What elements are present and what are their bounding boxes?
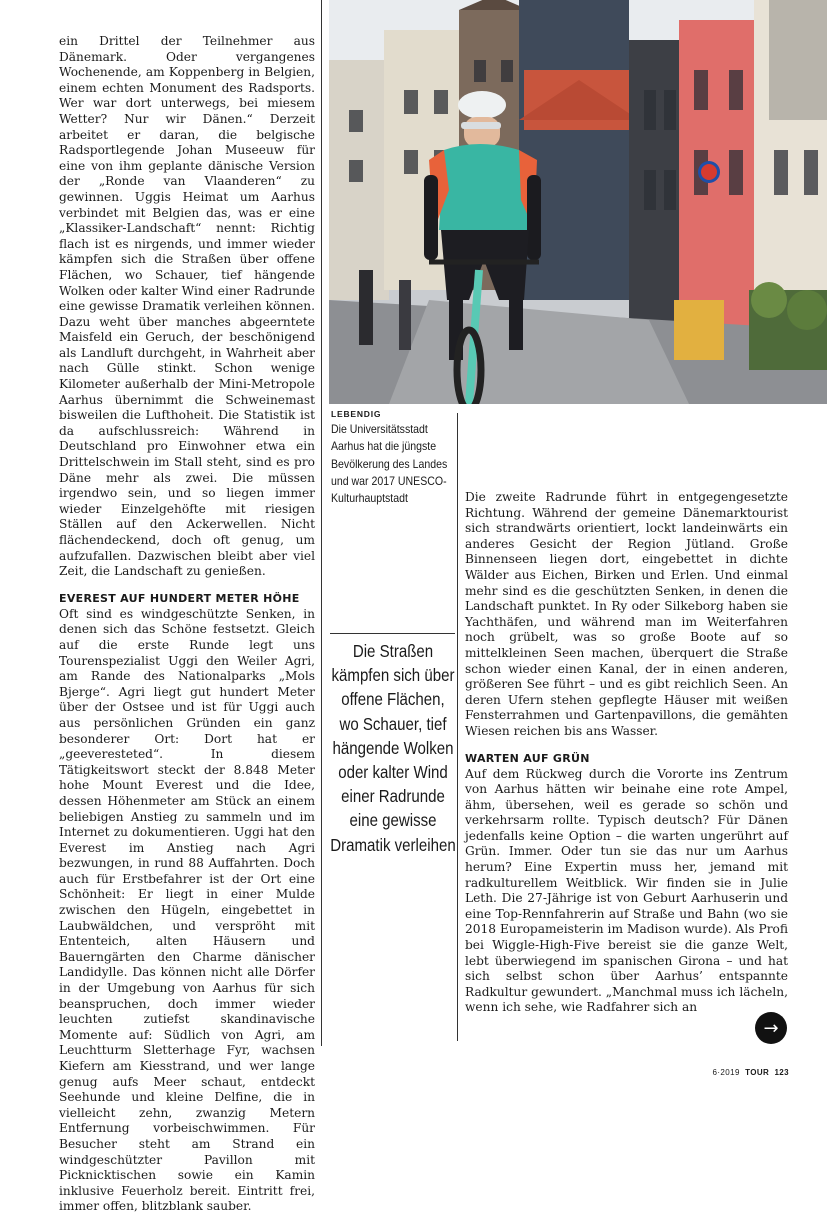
caption-text: Die Universitätsstadt Aarhus hat die jüngste Bevölkerung des Landes und war 2017 UNESCO-Kulturhauptstadt bbox=[331, 422, 448, 506]
issue-number: 6·2019 bbox=[712, 1068, 740, 1077]
page-number: 123 bbox=[774, 1068, 789, 1077]
arrow-right-icon[interactable]: → bbox=[755, 1012, 787, 1044]
pull-quote-text: Die Straßen kämpfen sich über offene Flächen, wo Schauer, tief hängende Wolken oder kalter Wind einer Radrunde eine gewisse Dramatik verleihen bbox=[330, 641, 456, 855]
body-paragraph: Oft sind es windgeschützte Senken, in denen sich das Schöne festsetzt. Gleich auf die erste Runde legt uns Tourenspezialist Uggi den Weiler Agri, am Rande des Nationalparks „Mols Bjerge“. Agri liegt gut hundert Meter über der Ostsee und ist für Uggi auch aus persönlichen Gründen ein ganz besonderer Ort: Dort hat er „geeveresteted“. In diesem Tätigkeitswort steckt der 8.848 Meter hohe Mount Everest und die Idee, dessen Höhenmeter am Stück an einem beliebigen Anstieg zu sammeln und im Internet zu dokumentieren. Uggi hat den Everest im Anstieg nach Agri bezwungen, in rund 88 Auffahrten. Doch auch für Erstbefahrer ist der Ort eine Schönheit: Er liegt in einer Mulde zwischen den Hügeln, eingebettet in Laubwäldchen, und verspröht mit Ententeich, alten Häusern und Bauerngärten den Charme dänischer Landidylle. Das können nicht alle Dörfer in der Umgebung von Aarhus für sich beanspruchen, doch immer wieder leuchten zutiefst skandinavische Momente auf: Südlich von Agri, am Leuchtturm Sletterhage Fyr, wachsen Kiefern am Kiesstrand, und wer lange genug aufs Meer schaut, entdeckt Seehunde und kleine Delfine, die in vielleicht zehn, zwanzig Metern Entfernung vorbeischwimmen. Für Besucher steht am Strand ein windgeschützter Pavillon mit Picknicktischen sowie ein Kamin inklusive Feuerholz bereit. Eintritt frei, immer offen, blitzblank sauber. bbox=[59, 606, 315, 1214]
photo-illustration bbox=[329, 0, 827, 404]
column-divider bbox=[457, 413, 458, 1041]
cyclist-street-photo bbox=[329, 0, 827, 404]
body-paragraph: Die zweite Radrunde führt in entgegengesetzte Richtung. Während der gemeine Dänemarktourist sich strandwärts orientiert, lockt landeinwärts ein anderes Gesicht der Region Jütland. Große Binnenseen liegen dort, eingebettet in dichte Wälder aus Eichen, Birken und Erlen. Und einmal mehr sind es die geschützten Senken, in denen die Landschaft punktet. In Ry oder Silkeborg haben sie Yachthäfen, und während man im Weiterfahren noch grübelt, was so große Boote auf so mittelkleinen Seen machen, überquert die Straße schon wieder einen Kanal, der in einen anderen, größeren See führt – und es gibt reichlich Seen. An deren Ufern stehen gepflegte Häuser mit weißen Fensterrahmen und Gartenpavillons, die gemähten Wiesen reichen bis ans Wasser. bbox=[465, 490, 788, 738]
body-paragraph: Auf dem Rückweg durch die Vororte ins Zentrum von Aarhus hätten wir beinahe eine rote Ampel, ähm, übersehen, weil es gerade so schön und verkehrsarm rollte. Typisch deutsch? Für Dänen jedenfalls keine Option – die warten ungerührt auf Grün. Immer. Oder tun sie das nur um Aarhus herum? Eine Expertin muss her, jemand mit radkulturellem Weitblick. Wir finden sie in Julie Leth. Die 27-Jährige ist von Geburt Aarhuserin und eine Top-Rennfahrerin auf Straße und Bahn (wo sie 2018 Europameisterin im Madison wurde). Als Profi bei Wiggle-High-Five bereist sie die ganze Welt, lebt überwiegend im spanischen Girona – und hat sich selbst schon über Aarhus’ entspannte Radkultur gewundert. „Manchmal muss ich lächeln, wenn ich sehe, wie Radfahrer sich an bbox=[465, 766, 788, 1015]
photo-caption bbox=[331, 409, 453, 507]
pull-quote bbox=[330, 633, 455, 857]
body-paragraph: ein Drittel der Teilnehmer aus Dänemark. Oder vergangenes Wochenende, am Koppenberg in Belgien, einem echten Monument des Radsports. Wer war dort unterwegs, bei miesem Wetter? Nur wir Dänen.“ Derzeit arbeitet er daran, die belgische Radsportlegende Johan Museeuw für eine von ihm geplante dänische Version der „Ronde van Vlaanderen“ zu gewinnen. Uggis Heimat um Aarhus verbindet mit Belgien das, was er eine „Klassiker-Landschaft“ nennt: Richtig flach ist es nirgends, und immer wieder kämpfen sich die Straßen über offene Flächen, wo Schauer, tief hängende Wolken oder kalter Wind einer Radrunde eine gewisse Dramatik verleihen können. Dazu weht über manches abgeerntete Maisfeld ein Geruch, der beschönigend als Landluft durchgeht, in Wahrheit aber nach Gülle stinkt. Schon wenige Kilometer außerhalb der Mini-Metropole Aarhus übernimmt die Schweinemast bisweilen die Lufthoheit. Die Statistik ist da aufschlussreich: Während in Deutschland pro Einwohner etwa ein Drittelschwein im Stall steht, sind es pro Däne mehr als zwei. Die müssen irgendwo sein, und so liegen immer wieder Einzelgehöfte mit riesigen Ställen auf den Ackerwellen. Nicht flächendeckend, doch oft genug, um aufzufallen. Dazwischen bleibt aber viel Zeit, die Landschaft zu genießen. bbox=[59, 34, 315, 579]
page-footer bbox=[713, 1068, 790, 1077]
caption-kicker: LEBENDIG bbox=[331, 409, 382, 419]
article-column-left bbox=[59, 34, 315, 1215]
section-subhead: EVEREST AUF HUNDERT METER HÖHE bbox=[59, 591, 300, 605]
article-column-right bbox=[465, 490, 788, 1016]
section-subhead: WARTEN AUF GRÜN bbox=[465, 751, 590, 765]
magazine-name: TOUR bbox=[745, 1068, 770, 1077]
column-divider bbox=[321, 0, 322, 1046]
